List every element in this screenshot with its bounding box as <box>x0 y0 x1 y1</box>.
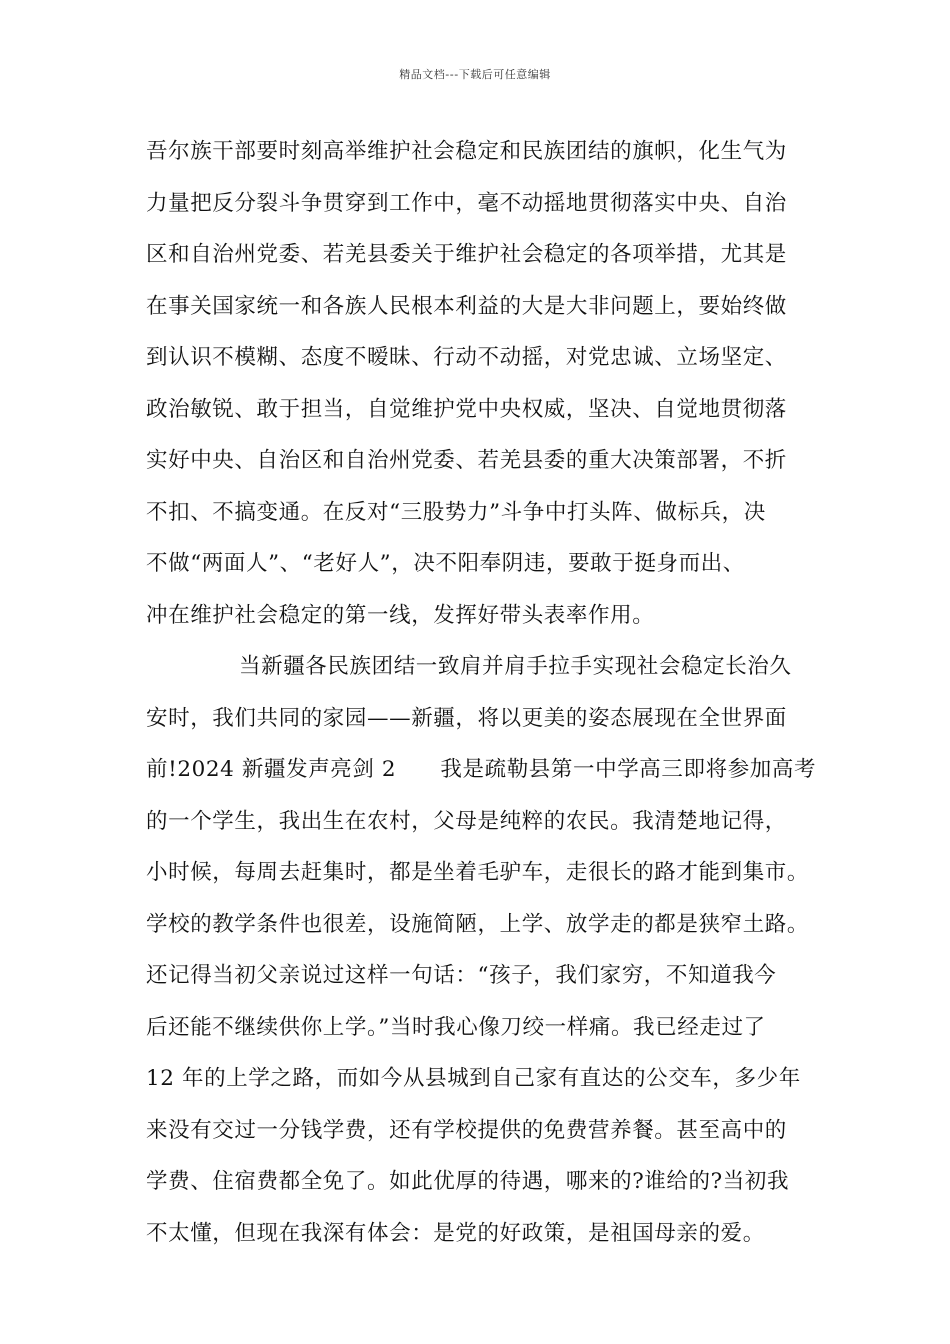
page-header: 精品文档---下载后可任意编辑 <box>399 68 551 81</box>
text-line: 吾尔族干部要时刻高举维护社会稳定和民族团结的旗帜，化生气为 <box>146 139 787 164</box>
text-line: 还记得当初父亲说过这样一句话：“孩子，我们家穷，不知道我今 <box>146 963 777 988</box>
text-line: 区和自治州党委、若羌县委关于维护社会稳定的各项举措，尤其是 <box>146 242 787 267</box>
text-line: 在事关国家统一和各族人民根本利益的大是大非问题上，要始终做 <box>146 293 787 319</box>
text-line: 不太懂，但现在我深有体会：是党的好政策，是祖国母亲的爱。 <box>146 1220 765 1246</box>
text-line: 冲在维护社会稳定的第一线，发挥好带头表率作用。 <box>146 602 655 628</box>
text-line: 小时候，每周去赶集时，都是坐着毛驴车，走很长的路才能到集市。 <box>146 860 810 885</box>
text-line: 不扣、不搞变通。在反对“三股势力”斗争中打头阵、做标兵，决 <box>146 499 766 525</box>
text-line: 力量把反分裂斗争贯穿到工作中，毫不动摇地贯彻落实中央、自治 <box>146 190 787 216</box>
paragraph-first-line: 当新疆各民族团结一致肩并肩手拉手实现社会稳定长治久 <box>239 654 792 679</box>
text-line: 实好中央、自治区和自治州党委、若羌县委的重大决策部署，不折 <box>146 448 787 473</box>
text-line: 来没有交过一分钱学费，还有学校提供的免费营养餐。甚至高中的 <box>146 1117 787 1143</box>
text-line: 到认识不模糊、态度不暧昧、行动不动摇，对党忠诚、立场坚定、 <box>146 345 787 370</box>
text-line: 学费、住宿费都全免了。如此优厚的待遇，哪来的?谁给的?当初我 <box>146 1169 790 1194</box>
text-line: 的一个学生，我出生在农村，父母是纯粹的农民。我清楚地记得， <box>146 808 787 834</box>
text-line: 12 年的上学之路，而如今从县城到自己家有直达的公交车，多少年 <box>146 1066 801 1091</box>
text-line: 后还能不继续供你上学。”当时我心像刀绞一样痛。我已经走过了 <box>146 1014 766 1040</box>
text-line: 前!2024 新疆发声亮剑 2 我是疏勒县第一中学高三即将参加高考 <box>146 757 817 782</box>
text-line: 政治敏锐、敢于担当，自觉维护党中央权威，坚决、自觉地贯彻落 <box>146 396 787 422</box>
document-body <box>146 130 816 1263</box>
text-line: 不做“两面人”、“老好人”，决不阳奉阴违，要敢于挺身而出、 <box>146 551 745 576</box>
text-line: 安时，我们共同的家园——新疆，将以更美的姿态展现在全世界面 <box>146 705 787 731</box>
text-line: 学校的教学条件也很差，设施简陋，上学、放学走的都是狭窄土路。 <box>146 911 810 937</box>
